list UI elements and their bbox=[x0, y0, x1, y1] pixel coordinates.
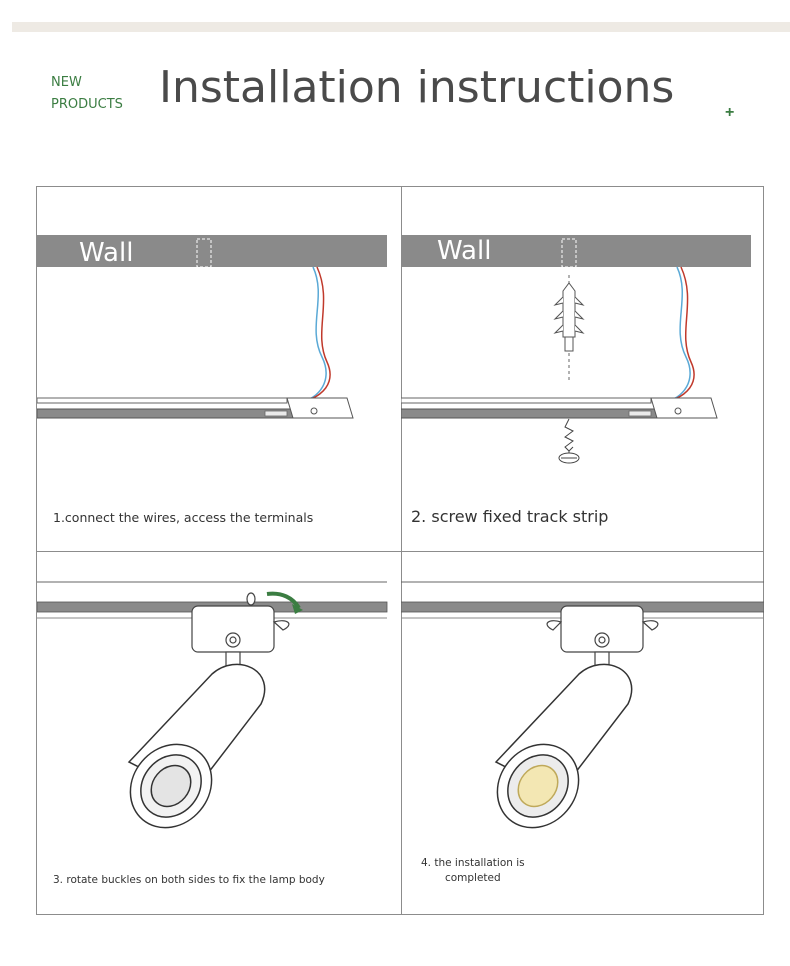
step-1-caption: 1.connect the wires, access the terminals bbox=[53, 510, 314, 525]
step-2-panel bbox=[401, 187, 764, 550]
wall-label: Wall bbox=[79, 238, 134, 268]
adapter-block bbox=[547, 606, 658, 652]
track-terminal bbox=[651, 398, 717, 418]
track-strip bbox=[401, 398, 717, 418]
step-4-caption-line1: 4. the installation is bbox=[421, 857, 525, 869]
step-2-illustration bbox=[401, 187, 764, 550]
wall-anchor-icon bbox=[555, 283, 583, 351]
new-label: NEW bbox=[51, 75, 82, 90]
step-3-illustration bbox=[37, 552, 400, 915]
step-1-panel bbox=[37, 187, 400, 550]
products-label: PRODUCTS bbox=[51, 97, 123, 112]
step-1-illustration bbox=[37, 187, 400, 550]
top-divider-bar bbox=[12, 22, 790, 32]
track-terminal bbox=[287, 398, 353, 418]
step-4-caption-line2: completed bbox=[444, 872, 501, 884]
step-3-caption: 3. rotate buckles on both sides to fix the lamp body bbox=[53, 874, 325, 886]
screw-icon bbox=[559, 419, 579, 463]
new-products-tag bbox=[51, 72, 123, 116]
page-title: Installation instructions bbox=[159, 62, 675, 113]
step-3-panel bbox=[37, 552, 400, 915]
track-strip bbox=[37, 398, 353, 418]
wall-label: Wall bbox=[437, 236, 492, 266]
lamp-body bbox=[114, 664, 265, 844]
step-4-caption bbox=[421, 856, 525, 886]
lamp-body bbox=[481, 664, 632, 844]
step-2-caption: 2. screw fixed track strip bbox=[411, 507, 609, 526]
plus-icon: + bbox=[725, 104, 735, 121]
instruction-grid bbox=[36, 186, 764, 915]
step-4-panel bbox=[401, 552, 764, 915]
